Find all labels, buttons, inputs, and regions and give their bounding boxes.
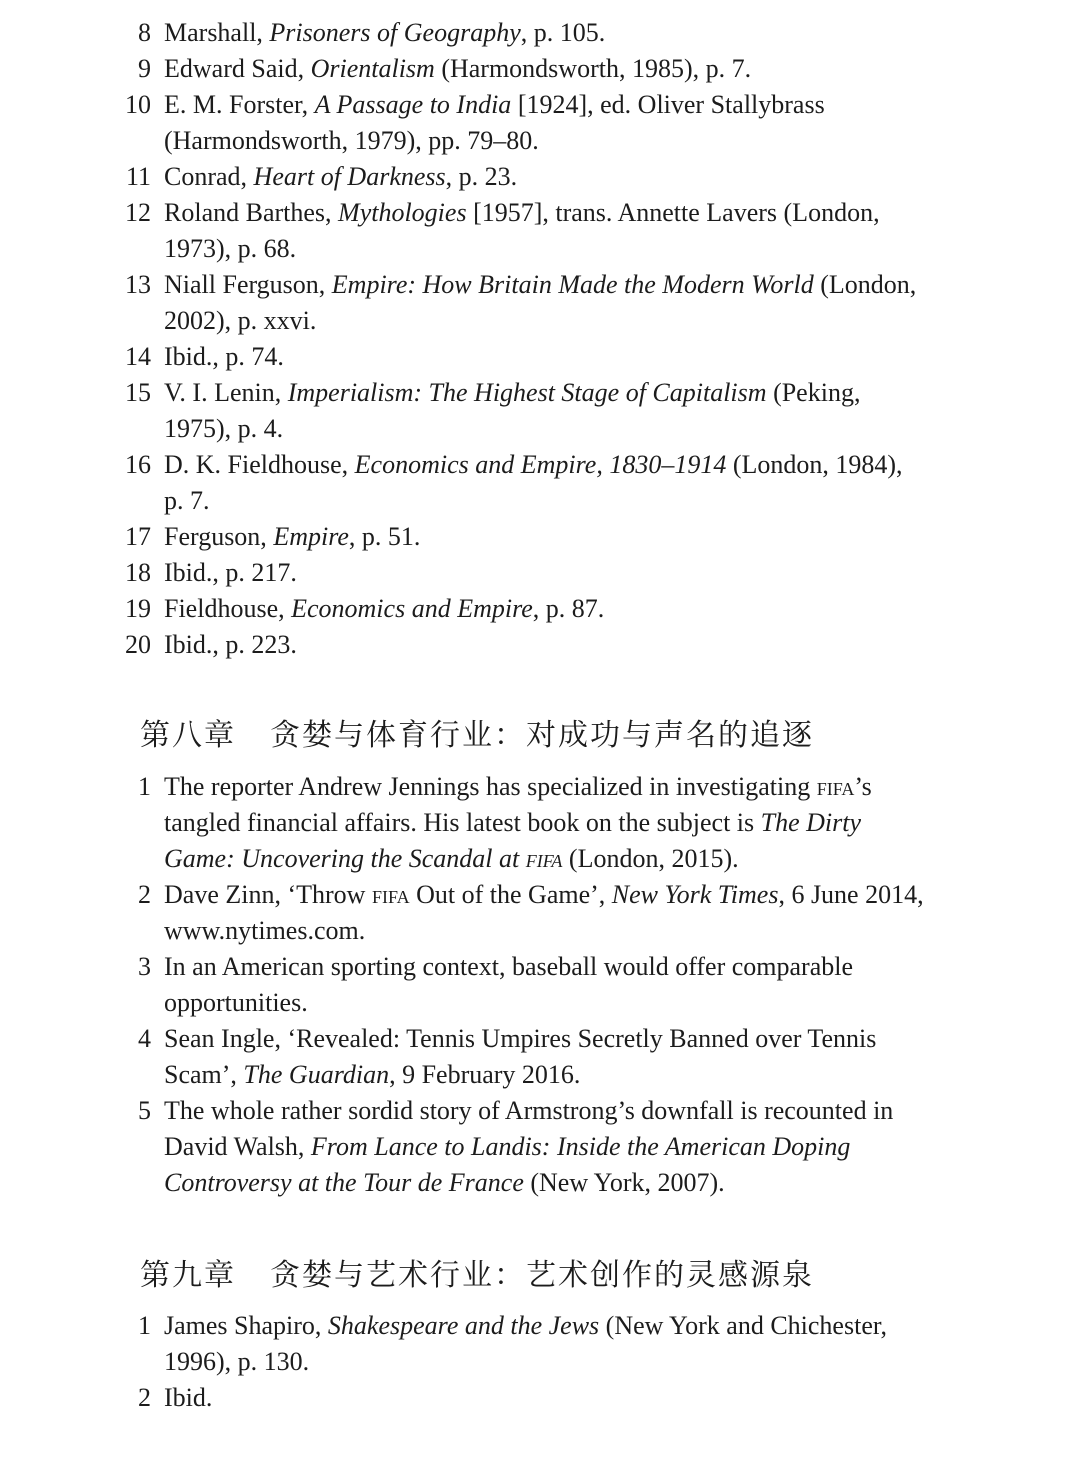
chapter-8-notes-list xyxy=(0,769,1080,1201)
endnote-text-run: (London, 2002), p. xxvi. xyxy=(164,270,917,335)
endnote-text-run: , p. 23. xyxy=(445,162,518,191)
chapter-9-notes-list xyxy=(0,1308,1080,1416)
endnote xyxy=(0,1093,1080,1201)
endnote-text-run: , p. 87. xyxy=(532,594,605,623)
endnote-number: 5 xyxy=(138,1096,151,1125)
endnote xyxy=(0,339,1080,375)
endnote-text-run: [1957], trans. Annette Lavers (London, 1973), p. 68. xyxy=(164,198,880,263)
endnote xyxy=(0,51,1080,87)
endnote-text xyxy=(164,195,924,267)
endnote-text xyxy=(164,555,924,591)
endnote-number: 12 xyxy=(125,198,151,227)
endnote-title-text: Shakespeare and the Jews xyxy=(327,1311,600,1340)
endnote-text-run: Roland Barthes, xyxy=(164,198,339,227)
endnote-title-text: Imperialism: The Highest Stage of Capitalism xyxy=(287,378,767,407)
endnote-number: 14 xyxy=(125,342,151,371)
chapter-9-label: 第九章 xyxy=(140,1258,236,1293)
endnote xyxy=(0,447,1080,519)
endnote-text-run: Ferguson, xyxy=(164,522,274,551)
endnote-title-text: Prisoners of Geography xyxy=(269,18,521,47)
endnote-text-run: Ibid., p. 223. xyxy=(164,630,297,659)
chapter-9-heading xyxy=(140,1256,814,1296)
notes-list-continued xyxy=(0,15,1080,663)
endnote-text xyxy=(164,159,924,195)
endnote-text-run: Marshall, xyxy=(164,18,270,47)
endnote-number: 19 xyxy=(125,594,151,623)
endnote-text xyxy=(164,769,924,877)
endnote-number: 10 xyxy=(125,90,151,119)
endnote xyxy=(0,949,1080,1021)
endnote-text-run: James Shapiro, xyxy=(164,1311,328,1340)
endnote xyxy=(0,159,1080,195)
endnote xyxy=(0,15,1080,51)
endnote-title-text: Economics and Empire xyxy=(291,594,533,623)
endnote xyxy=(0,195,1080,267)
endnote xyxy=(0,1308,1080,1380)
endnote-text xyxy=(164,1308,924,1380)
endnote-number: 8 xyxy=(138,18,151,47)
endnote-title-text: Empire: How Britain Made the Modern World xyxy=(331,270,814,299)
endnote-title-text: New York Times xyxy=(611,880,779,909)
endnote-text xyxy=(164,15,924,51)
endnote-number: 16 xyxy=(125,450,151,479)
endnote-text xyxy=(164,627,924,663)
endnote-title-text: From Lance to Landis: Inside the American Doping Controversy at the Tour de France xyxy=(164,1132,851,1197)
endnote-text-run: Dave Zinn, ‘Throw xyxy=(164,880,372,909)
endnote-text xyxy=(164,877,924,949)
endnote-text-run: In an American sporting context, baseball would offer comparable opportunities. xyxy=(164,952,854,1017)
endnote-text-run: Conrad, xyxy=(164,162,254,191)
endnote-text-run: ’s tangled financial affairs. His latest book on the subject is xyxy=(164,772,872,837)
endnote-text-run: The whole rather sordid story of Armstrong’s downfall is recounted in David Walsh, xyxy=(164,1096,894,1161)
endnote-title-text: fifa xyxy=(525,844,563,873)
endnote-text-run: , p. 51. xyxy=(348,522,421,551)
endnote-text-run: The reporter Andrew Jennings has specialized in investigating xyxy=(164,772,817,801)
chapter-8-heading xyxy=(140,716,814,756)
endnote-text xyxy=(164,447,924,519)
endnote-title-text: The Dirty Game: Uncovering the Scandal at xyxy=(164,808,862,873)
endnote-text xyxy=(164,339,924,375)
endnote-number: 2 xyxy=(138,1383,151,1412)
endnote-text xyxy=(164,267,924,339)
chapter-9-title: 贪婪与艺术行业：艺术创作的灵感源泉 xyxy=(270,1258,814,1293)
endnote-text-run: (London, 2015). xyxy=(562,844,739,873)
endnote-text xyxy=(164,1380,924,1416)
endnote-text-run: Sean Ingle, ‘Revealed: Tennis Umpires Secretly Banned over Tennis Scam’, xyxy=(164,1024,877,1089)
endnote xyxy=(0,1021,1080,1093)
endnote-text-run: Ibid., p. 217. xyxy=(164,558,297,587)
endnote xyxy=(0,1380,1080,1416)
endnote xyxy=(0,627,1080,663)
endnote-text-run: V. I. Lenin, xyxy=(164,378,288,407)
endnote xyxy=(0,591,1080,627)
endnote-text xyxy=(164,87,924,159)
endnote-number: 1 xyxy=(138,1311,151,1340)
endnote-number: 1 xyxy=(138,772,151,801)
endnote-text-run: (Harmondsworth, 1985), p. 7. xyxy=(434,54,752,83)
endnote-number: 3 xyxy=(138,952,151,981)
endnote xyxy=(0,87,1080,159)
endnote xyxy=(0,877,1080,949)
endnote-text-run: , 9 February 2016. xyxy=(389,1060,581,1089)
endnote-text-run: (London, 1984), p. 7. xyxy=(164,450,903,515)
endnote-text xyxy=(164,519,924,555)
endnote xyxy=(0,555,1080,591)
endnote-text xyxy=(164,1021,924,1093)
endnote-text xyxy=(164,51,924,87)
endnote-number: 13 xyxy=(125,270,151,299)
endnote-title-text: A Passage to India xyxy=(314,90,512,119)
endnote-text-run: Out of the Game’, xyxy=(409,880,612,909)
endnote-text-run: Ibid. xyxy=(164,1383,213,1412)
endnote-title-text: Mythologies xyxy=(338,198,467,227)
endnote-text-run: fifa xyxy=(371,880,410,909)
endnote-text-run: , p. 105. xyxy=(520,18,606,47)
endnote-title-text: The Guardian xyxy=(243,1060,390,1089)
chapter-8-title: 贪婪与体育行业：对成功与声名的追逐 xyxy=(270,718,814,753)
endnote-text-run: [1924], ed. Oliver Stallybrass (Harmondsworth, 1979), pp. 79–80. xyxy=(164,90,825,155)
endnote xyxy=(0,769,1080,877)
endnote-number: 20 xyxy=(125,630,151,659)
endnote xyxy=(0,519,1080,555)
endnote-title-text: Heart of Darkness xyxy=(253,162,446,191)
endnote-title-text: Economics and Empire, 1830–1914 xyxy=(354,450,727,479)
endnote-text xyxy=(164,591,924,627)
endnote-text-run: (New York and Chichester, 1996), p. 130. xyxy=(164,1311,887,1376)
endnote-text-run: (New York, 2007). xyxy=(523,1168,725,1197)
endnote-number: 9 xyxy=(138,54,151,83)
endnote-text-run: , 6 June 2014, www.nytimes.com. xyxy=(164,880,924,945)
endnote-number: 17 xyxy=(125,522,151,551)
endnote-number: 4 xyxy=(138,1024,151,1053)
endnote-text-run: fifa xyxy=(816,772,855,801)
chapter-8-label: 第八章 xyxy=(140,718,236,753)
endnote-title-text: Empire xyxy=(273,522,349,551)
endnote-text-run: E. M. Forster, xyxy=(164,90,315,119)
endnote xyxy=(0,267,1080,339)
endnote-text xyxy=(164,949,924,1021)
endnote-text-run: Ibid., p. 74. xyxy=(164,342,284,371)
endnote-text-run: D. K. Fieldhouse, xyxy=(164,450,355,479)
endnote-text-run: Niall Ferguson, xyxy=(164,270,332,299)
endnote-number: 15 xyxy=(125,378,151,407)
endnote-text-run: Fieldhouse, xyxy=(164,594,292,623)
endnote-title-text: Orientalism xyxy=(310,54,435,83)
endnote-number: 2 xyxy=(138,880,151,909)
endnote-text-run: Edward Said, xyxy=(164,54,311,83)
endnote-text xyxy=(164,1093,924,1201)
endnote-text-run: (Peking, 1975), p. 4. xyxy=(164,378,861,443)
endnote-text xyxy=(164,375,924,447)
endnote-number: 18 xyxy=(125,558,151,587)
endnote xyxy=(0,375,1080,447)
endnote-number: 11 xyxy=(125,162,151,191)
